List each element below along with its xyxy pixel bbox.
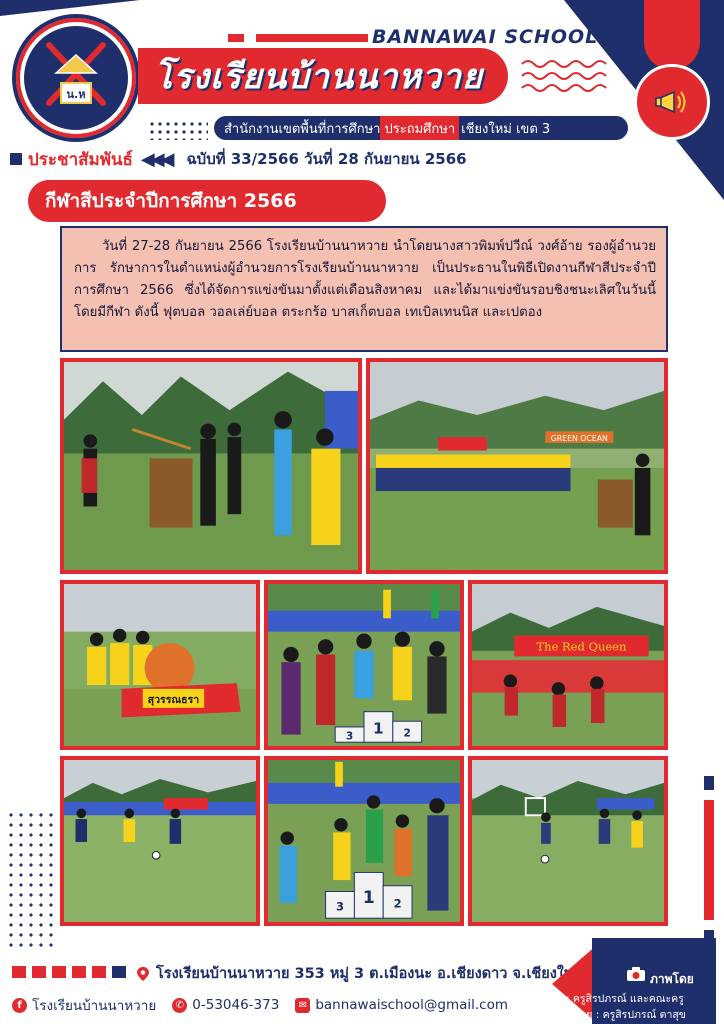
education-office-band (214, 116, 628, 140)
email-icon: ✉ (295, 998, 310, 1013)
photo-team-suwanthara (60, 580, 260, 750)
photo-podium-boys (264, 756, 464, 926)
school-name-thai: โรงเรียนบ้านนาหวาย (154, 57, 483, 97)
photo-credit: : ครูสิรปภรณ์ และคณะครู (566, 993, 684, 1005)
green-ocean-banner: GREEN OCEAN (550, 434, 608, 443)
made-by-credit: จัดทำโดย : ครูสิรปภรณ์ ตาสุข (548, 1009, 686, 1021)
podium-number: 2 (393, 896, 402, 911)
pr-row (10, 146, 630, 172)
dot-pattern (6, 810, 54, 950)
email-address: bannawaischool@gmail.com (315, 997, 509, 1013)
red-queen-banner: The Red Queen (536, 639, 627, 654)
contact-row (12, 994, 508, 1016)
facebook-icon: f (12, 998, 27, 1013)
office-text-highlight: ประถมศึกษา (380, 116, 459, 140)
arrows-icon: ◀◀◀ (140, 148, 171, 170)
header-accent-bar (256, 34, 368, 42)
logo-text: น.ห (66, 88, 86, 101)
photo-torch-ceremony (60, 358, 362, 574)
article-body-box (60, 226, 668, 352)
wavy-lines-decoration (520, 56, 610, 96)
photo-football-match-1 (60, 756, 260, 926)
camera-icon (626, 966, 646, 982)
address-row (136, 962, 583, 985)
footer-squares (12, 966, 126, 978)
office-text: เชียงใหม่ เขต 3 (461, 121, 551, 137)
crossed-swords-icon (31, 33, 121, 123)
corner-red-tab (644, 0, 700, 70)
podium-number: 1 (373, 719, 384, 738)
header-accent-bar (228, 34, 244, 42)
dot-pattern (148, 120, 208, 140)
phone-icon: ✆ (172, 998, 187, 1013)
photo-by-label: ภาพโดย (650, 972, 694, 986)
photo-red-queen-team (468, 580, 668, 750)
email-contact[interactable] (295, 997, 508, 1013)
side-accent (704, 776, 714, 790)
location-pin-icon (136, 966, 150, 982)
podium-number: 2 (403, 727, 411, 740)
article-title: กีฬาสีประจำปีการศึกษา 2566 (45, 190, 297, 212)
megaphone-badge (634, 64, 710, 140)
podium-number: 3 (345, 730, 354, 743)
photo-podium-girls (264, 580, 464, 750)
school-name-band (138, 48, 508, 104)
facebook-name: โรงเรียนบ้านนาหวาย (32, 998, 157, 1014)
podium-number: 1 (362, 887, 375, 908)
pr-label: ประชาสัมพันธ์ (28, 149, 133, 170)
office-text: สำนักงานเขตพื้นที่การศึกษา (224, 121, 381, 137)
megaphone-icon (652, 82, 692, 122)
suwanthara-banner: สุวรรณธรา (147, 694, 200, 707)
photo-opening-ceremony (366, 358, 668, 574)
school-name-english: BANNAWAI SCHOOL (372, 26, 599, 48)
square-bullet-icon (10, 153, 22, 165)
article-title-banner (28, 180, 386, 222)
side-accent (704, 800, 714, 920)
podium-number: 3 (335, 899, 345, 914)
photo-football-match-2 (468, 756, 668, 926)
article-body: วันที่ 27-28 กันยายน 2566 โรงเรียนบ้านนาหวาย นำโดยนางสาวพิมพ์ปวีณ์ วงศ์อ้าย รองผู้อำนวยการ รักษาการในตำแหน่งผู้อำนวยการโรงเรียนบ้านนาหวาย เป็นประธานในพิธีเปิดงานกีฬาสีประจำปี การศึกษา 2566 ซึ่งได้จัดการแข่งขันมาตั้งแต่เดือนสิงหาคม และได้มาแข่งขันรอบชิงชนะเลิศในวันนี้ โดยมีกีฬา ดังนี้ ฟุตบอล วอลเล่ย์บอล ตระกร้อ บาสเก็ตบอล เทเบิลเทนนิส และเปตอง (74, 239, 656, 320)
school-address: โรงเรียนบ้านนาหวาย 353 หมู่ 3 ต.เมืองนะ อ.เชียงดาว จ.เชียงใหม่ (156, 966, 584, 982)
phone-number: 0-53046-373 (192, 997, 280, 1013)
issue-number: ฉบับที่ 33/2566 วันที่ 28 กันยายน 2566 (186, 150, 467, 168)
facebook-contact[interactable] (12, 994, 156, 1016)
phone-contact[interactable] (172, 997, 279, 1013)
school-logo-emblem (24, 26, 128, 130)
school-logo (12, 14, 140, 142)
